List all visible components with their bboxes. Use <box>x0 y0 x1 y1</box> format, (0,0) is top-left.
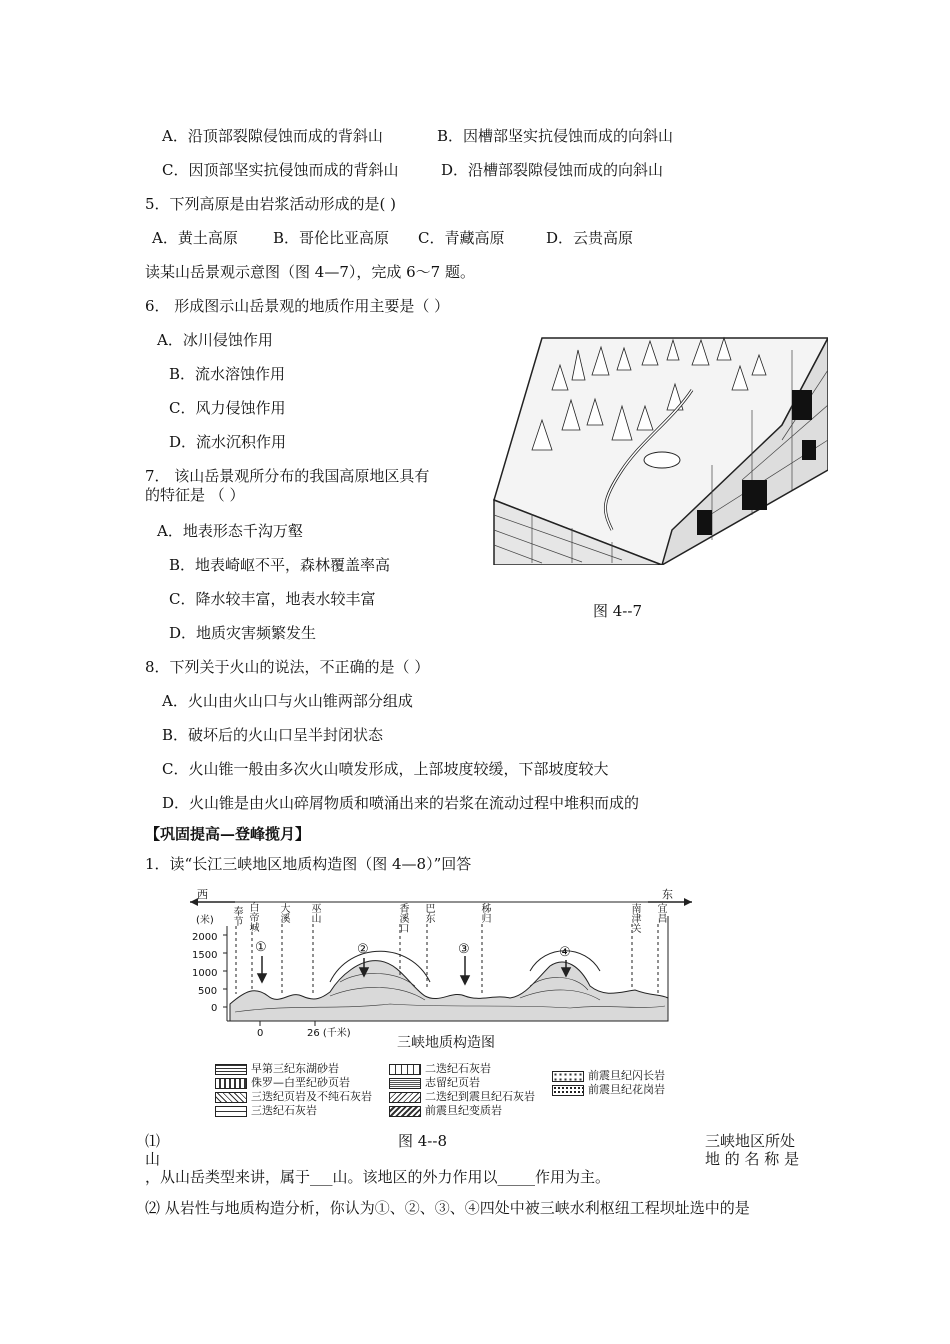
q5-option-a: A．黄土高原 <box>152 229 238 247</box>
fig48-title: 三峡地质构造图 <box>397 1035 495 1051</box>
fig48-y-tick-2000: 2000 <box>192 932 218 943</box>
fig48-y-unit: (米) <box>196 915 214 926</box>
read-intro: 读某山岳景观示意图（图 4—7），完成 6～7 题。 <box>145 263 475 281</box>
sub1-number: ⑴ <box>145 1132 161 1150</box>
legend-swatch <box>389 1106 421 1117</box>
sub1-right-line2: 地 的 名 称 是 <box>705 1150 800 1168</box>
fig48-west-label: 西 <box>197 888 208 901</box>
legend-label: 侏罗—白垩纪砂页岩 <box>251 1076 350 1089</box>
fig48-y-tick-1000: 1000 <box>192 968 218 979</box>
q7-option-c: C．降水较丰富，地表水较丰富 <box>169 590 376 608</box>
q7-stem-line1: 7． 该山岳景观所分布的我国高原地区具有 <box>145 467 430 485</box>
q4-option-a: A．沿顶部裂隙侵蚀而成的背斜山 <box>162 127 383 145</box>
q7-option-b: B．地表崎岖不平，森林覆盖率高 <box>169 556 391 574</box>
legend-swatch <box>552 1071 584 1082</box>
legend-label: 志留纪页岩 <box>425 1076 480 1089</box>
legend-swatch <box>215 1092 247 1103</box>
legend-label: 三迭纪页岩及不纯石灰岩 <box>251 1090 372 1103</box>
fig48-east-label: 东 <box>662 888 673 901</box>
q4-option-d: D．沿槽部裂隙侵蚀而成的向斜山 <box>441 161 664 179</box>
q8-option-b: B．破坏后的火山口呈半封闭状态 <box>162 726 384 744</box>
q5-option-c: C．青藏高原 <box>418 229 505 247</box>
legend-item <box>389 1102 502 1118</box>
place-daxi: 大溪 <box>278 903 289 923</box>
marker-3: ③ <box>458 942 470 957</box>
legend-item <box>552 1081 665 1097</box>
q7-option-d: D．地质灾害频繁发生 <box>169 624 317 642</box>
fig48-y-tick-0: 0 <box>211 1003 218 1014</box>
figure-4-7-karst-block-diagram <box>492 330 828 565</box>
q6-option-b: B．流水溶蚀作用 <box>169 365 286 383</box>
place-zigui: 秭归 <box>479 903 490 923</box>
q5-stem: 5．下列高原是由岩浆活动形成的是( ) <box>145 195 397 213</box>
place-fengjie: 奉节 <box>231 906 242 926</box>
fig48-x-tick-26: 26 (千米) <box>307 1028 351 1039</box>
q6-stem: 6． 形成图示山岳景观的地质作用主要是（ ） <box>145 297 450 315</box>
q8-option-d: D．火山锥是由火山碎屑物质和喷涌出来的岩浆在流动过程中堆积而成的 <box>162 794 640 812</box>
legend-label: 早第三纪东湖砂岩 <box>251 1062 339 1075</box>
place-xiangxikou: 香溪口 <box>397 903 408 933</box>
legend-label: 三迭纪石灰岩 <box>251 1104 317 1117</box>
legend-swatch <box>215 1078 247 1089</box>
fig48-y-tick-1500: 1500 <box>192 950 218 961</box>
legend-label: 二迭纪到震旦纪石灰岩 <box>425 1090 535 1103</box>
q4-option-b: B．因槽部坚实抗侵蚀而成的向斜山 <box>437 127 674 145</box>
sub1-line3: ，从山岳类型来讲，属于___山。该地区的外力作用以_____作用为主。 <box>145 1168 611 1186</box>
place-badong: 巴东 <box>423 903 434 923</box>
q8-option-c: C．火山锥一般由多次火山喷发形成，上部坡度较缓，下部坡度较大 <box>162 760 609 778</box>
sub1-left-line2: 山 <box>145 1150 161 1168</box>
q5-option-b: B．哥伦比亚高原 <box>273 229 390 247</box>
s1-stem: 1．读“长江三峡地区地质构造图（图 4—8）”回答 <box>145 855 472 873</box>
marker-1: ① <box>255 940 267 955</box>
q8-stem: 8．下列关于火山的说法，不正确的是（ ） <box>145 658 430 676</box>
sub2-stem: ⑵ 从岩性与地质构造分析，你认为①、②、③、④四处中被三峡水利枢纽工程坝址选中的是 <box>145 1199 750 1217</box>
legend-label: 前震旦纪花岗岩 <box>588 1083 665 1096</box>
marker-4: ④ <box>559 945 571 960</box>
legend-swatch <box>389 1078 421 1089</box>
place-yichang: 宜昌 <box>655 903 666 923</box>
q8-option-a: A．火山由火山口与火山锥两部分组成 <box>162 692 413 710</box>
place-nanjinguan: 南津关 <box>629 903 640 933</box>
section-title: 【巩固提高—登峰揽月】 <box>145 825 311 843</box>
figure-4-7-caption: 图 4--7 <box>593 602 642 620</box>
place-wushan: 巫山 <box>309 903 320 923</box>
fig48-y-tick-500: 500 <box>198 986 218 997</box>
q4-option-c: C．因顶部坚实抗侵蚀而成的背斜山 <box>162 161 399 179</box>
legend-item <box>215 1102 317 1118</box>
legend-label: 前震旦纪闪长岩 <box>588 1069 665 1082</box>
legend-swatch <box>552 1085 584 1096</box>
legend-swatch <box>215 1064 247 1075</box>
q6-option-c: C．风力侵蚀作用 <box>169 399 286 417</box>
place-baidicheng: 白帝城 <box>247 902 258 932</box>
q6-option-d: D．流水沉积作用 <box>169 433 287 451</box>
legend-swatch <box>389 1092 421 1103</box>
fig48-x-tick-0: 0 <box>257 1028 264 1039</box>
q5-option-d: D．云贵高原 <box>546 229 634 247</box>
marker-2: ② <box>357 942 369 957</box>
figure-4-8-caption: 图 4--8 <box>398 1132 447 1150</box>
q7-option-a: A．地表形态千沟万壑 <box>157 522 303 540</box>
q7-stem-line2: 的特征是 （ ） <box>145 486 245 504</box>
legend-swatch <box>215 1106 247 1117</box>
figure-4-8-cross-section <box>190 886 700 1046</box>
q6-option-a: A．冰川侵蚀作用 <box>157 331 273 349</box>
legend-swatch <box>389 1064 421 1075</box>
legend-label: 前震旦纪变质岩 <box>425 1104 502 1117</box>
legend-label: 二迭纪石灰岩 <box>425 1062 491 1075</box>
sub1-right-line1: 三峡地区所处 <box>705 1132 796 1150</box>
